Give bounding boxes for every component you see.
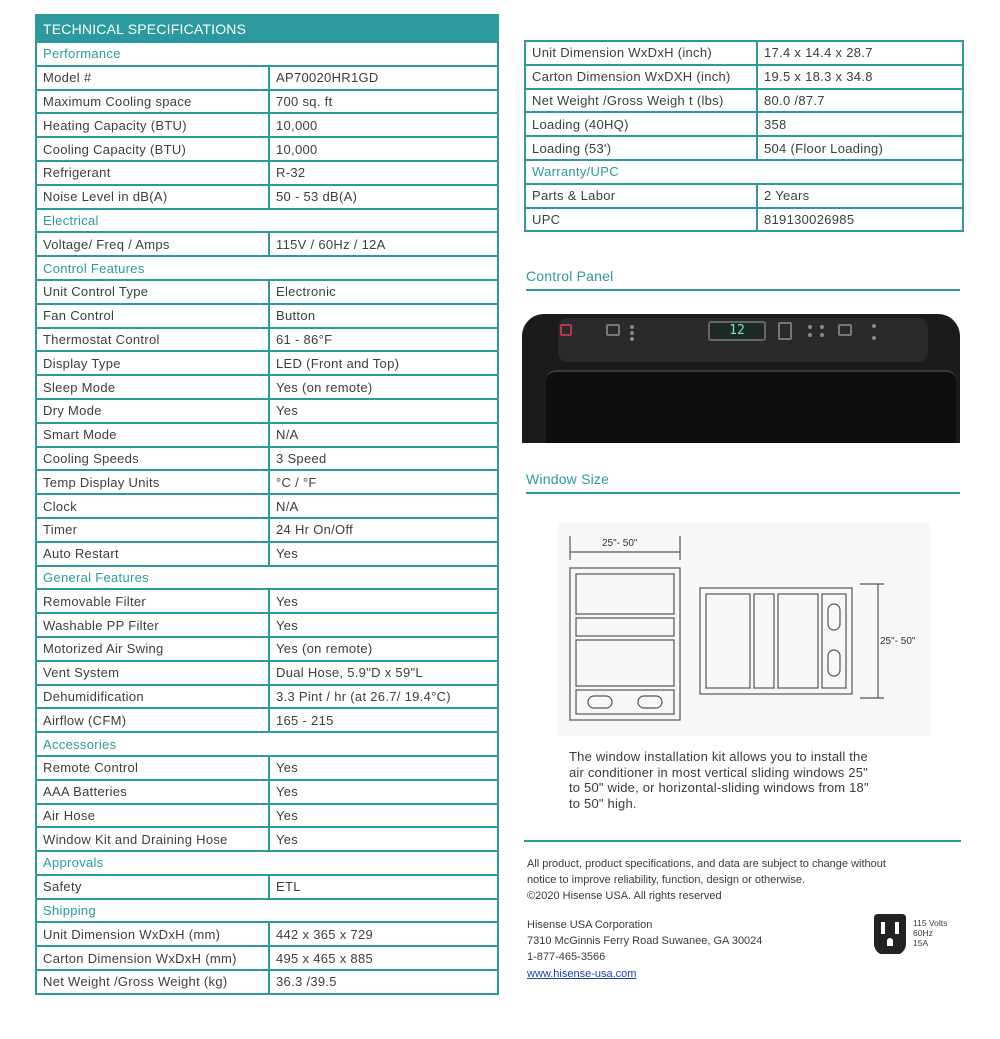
table-row <box>36 375 498 399</box>
window-kit-description <box>569 749 914 811</box>
section-header: Accessories <box>36 732 498 756</box>
spec-value: Yes <box>269 542 498 566</box>
spec-label: Unit Control Type <box>36 280 269 304</box>
table-row <box>36 804 498 828</box>
window-pane <box>706 594 750 688</box>
section-header: Warranty/UPC <box>525 160 963 184</box>
table-row <box>36 185 498 209</box>
company-address: 7310 McGinnis Ferry Road Suwanee, GA 30024 <box>527 935 763 947</box>
spec-label: Refrigerant <box>36 161 269 185</box>
spec-value: Button <box>269 304 498 328</box>
spec-label: Washable PP Filter <box>36 613 269 637</box>
spec-value: Yes (on remote) <box>269 637 498 661</box>
window-diagram-illustration <box>558 522 930 736</box>
control-panel-heading: Control Panel <box>526 268 960 291</box>
spec-label: Airflow (CFM) <box>36 708 269 732</box>
plug-frequency: 60Hz <box>913 928 933 938</box>
description-line: The window installation kit allows you to install the <box>569 749 868 764</box>
table-row <box>36 351 498 375</box>
table-row <box>525 208 963 232</box>
section-header-row <box>36 851 498 875</box>
table-row <box>36 470 498 494</box>
section-header-row <box>36 566 498 590</box>
table-row <box>36 589 498 613</box>
section-header-row <box>36 42 498 66</box>
horizontal-window-frame <box>700 588 852 694</box>
width-range-label: 25"- 50" <box>602 538 638 549</box>
spec-label: Unit Dimension WxDxH (mm) <box>36 922 269 946</box>
disclaimer-line: notice to improve reliability, function, design or otherwise. <box>527 874 805 886</box>
spec-value: Yes <box>269 804 498 828</box>
table-row <box>36 399 498 423</box>
spec-label: Loading (40HQ) <box>525 112 757 136</box>
spec-label: Net Weight /Gross Weight (kg) <box>36 970 269 994</box>
unit-front-panel <box>546 370 956 443</box>
section-header-row <box>525 160 963 184</box>
disclaimer-line: All product, product specifications, and data are subject to change without <box>527 858 886 870</box>
spec-value: 504 (Floor Loading) <box>757 136 963 160</box>
window-sash <box>576 618 674 636</box>
spec-label: Loading (53') <box>525 136 757 160</box>
company-contact <box>527 917 762 982</box>
spec-label: Temp Display Units <box>36 470 269 494</box>
indicator-light-icon <box>630 325 634 329</box>
spec-value: Yes <box>269 780 498 804</box>
table-row <box>525 184 963 208</box>
table-row <box>36 494 498 518</box>
spec-value: °C / °F <box>269 470 498 494</box>
description-line: air conditioner in most vertical sliding windows 25" <box>569 764 868 780</box>
spec-label: Removable Filter <box>36 589 269 613</box>
section-header: Shipping <box>36 899 498 923</box>
table-row <box>36 946 498 970</box>
spec-value: 19.5 x 18.3 x 34.8 <box>757 65 963 89</box>
spec-label: Window Kit and Draining Hose <box>36 827 269 851</box>
spec-label: Thermostat Control <box>36 328 269 352</box>
spec-value: R-32 <box>269 161 498 185</box>
table-row <box>36 447 498 471</box>
indicator-light-icon <box>630 337 634 341</box>
window-pane <box>576 640 674 686</box>
table-row <box>36 137 498 161</box>
table-row <box>36 542 498 566</box>
table-row <box>36 780 498 804</box>
table-row <box>525 65 963 89</box>
spec-label: Display Type <box>36 351 269 375</box>
spec-label: AAA Batteries <box>36 780 269 804</box>
section-header: General Features <box>36 566 498 590</box>
spec-value: 50 - 53 dB(A) <box>269 185 498 209</box>
window-size-diagram <box>558 522 930 736</box>
vent-opening-icon <box>638 696 662 708</box>
section-header-row <box>36 899 498 923</box>
spec-value: Yes <box>269 756 498 780</box>
spec-value: Yes <box>269 589 498 613</box>
indicator-light-icon <box>808 333 812 337</box>
table-row <box>525 136 963 160</box>
spec-value: 442 x 365 x 729 <box>269 922 498 946</box>
table-row <box>36 161 498 185</box>
spec-value: N/A <box>269 423 498 447</box>
window-sash <box>754 594 774 688</box>
spec-value: 10,000 <box>269 137 498 161</box>
spec-value: Electronic <box>269 280 498 304</box>
section-header: Approvals <box>36 851 498 875</box>
spec-value: ETL <box>269 875 498 899</box>
indicator-light-icon <box>820 333 824 337</box>
spec-label: Sleep Mode <box>36 375 269 399</box>
spec-value: 700 sq. ft <box>269 90 498 114</box>
indicator-light-icon <box>872 336 876 340</box>
window-size-heading: Window Size <box>526 471 960 494</box>
spec-label: Remote Control <box>36 756 269 780</box>
window-kit-panel <box>822 594 846 688</box>
table-row <box>36 90 498 114</box>
spec-label: Cooling Capacity (BTU) <box>36 137 269 161</box>
table-row <box>36 661 498 685</box>
table-row <box>36 685 498 709</box>
spec-value: LED (Front and Top) <box>269 351 498 375</box>
table-row <box>36 756 498 780</box>
table-title-row <box>36 15 498 42</box>
spec-label: Safety <box>36 875 269 899</box>
spec-label: Parts & Labor <box>525 184 757 208</box>
description-line: to 50" high. <box>569 795 637 811</box>
spec-value: 3 Speed <box>269 447 498 471</box>
section-header: Control Features <box>36 256 498 280</box>
vent-opening-icon <box>828 650 840 676</box>
spec-label: Carton Dimension WxDXH (inch) <box>525 65 757 89</box>
table-row <box>36 875 498 899</box>
footer-divider <box>524 840 961 842</box>
spec-value: Yes <box>269 613 498 637</box>
table-row <box>36 232 498 256</box>
spec-value: 10,000 <box>269 113 498 137</box>
mode-button-icon <box>606 324 620 336</box>
table-row <box>36 423 498 447</box>
table-row <box>36 637 498 661</box>
spec-value: 17.4 x 14.4 x 28.7 <box>757 41 963 65</box>
power-button-icon <box>560 324 572 336</box>
table-row <box>36 328 498 352</box>
indicator-light-icon <box>630 331 634 335</box>
table-row <box>36 304 498 328</box>
section-header-row <box>36 256 498 280</box>
section-header-row <box>36 209 498 233</box>
spec-value: 495 x 465 x 885 <box>269 946 498 970</box>
spec-label: Noise Level in dB(A) <box>36 185 269 209</box>
plug-amperage: 15A <box>913 938 929 948</box>
spec-label: Auto Restart <box>36 542 269 566</box>
table-title: TECHNICAL SPECIFICATIONS <box>36 15 498 42</box>
vertical-window-frame <box>570 568 680 720</box>
spec-label: Model # <box>36 66 269 90</box>
spec-value: Yes <box>269 399 498 423</box>
spec-label: Cooling Speeds <box>36 447 269 471</box>
spec-label: Air Hose <box>36 804 269 828</box>
spec-value: Yes (on remote) <box>269 375 498 399</box>
spec-value: 24 Hr On/Off <box>269 518 498 542</box>
spec-label: Motorized Air Swing <box>36 637 269 661</box>
spec-label: Unit Dimension WxDxH (inch) <box>525 41 757 65</box>
spec-label: Smart Mode <box>36 423 269 447</box>
spec-label: Voltage/ Freq / Amps <box>36 232 269 256</box>
spec-label: Dry Mode <box>36 399 269 423</box>
control-panel-photo <box>522 314 960 443</box>
spec-value: 115V / 60Hz / 12A <box>269 232 498 256</box>
spec-value: 2 Years <box>757 184 963 208</box>
spec-label: Maximum Cooling space <box>36 90 269 114</box>
table-row <box>36 518 498 542</box>
technical-specifications-table <box>35 14 499 995</box>
table-row <box>36 280 498 304</box>
table-row <box>36 66 498 90</box>
spec-label: Timer <box>36 518 269 542</box>
section-header: Performance <box>36 42 498 66</box>
spec-label: UPC <box>525 208 757 232</box>
outlet-plug-icon <box>872 912 908 956</box>
spec-value: 80.0 /87.7 <box>757 89 963 113</box>
shipping-warranty-table <box>524 40 964 232</box>
window-pane <box>778 594 818 688</box>
indicator-light-icon <box>808 325 812 329</box>
spec-label: Clock <box>36 494 269 518</box>
spec-value: 36.3 /39.5 <box>269 970 498 994</box>
section-header-row <box>36 732 498 756</box>
table-row <box>36 708 498 732</box>
copyright-line: ©2020 Hisense USA. All rights reserved <box>527 890 722 902</box>
description-line: to 50" wide, or horizontal-sliding windows from 18" <box>569 780 869 795</box>
spec-value: 165 - 215 <box>269 708 498 732</box>
spec-value: Dual Hose, 5.9"D x 59"L <box>269 661 498 685</box>
spec-label: Heating Capacity (BTU) <box>36 113 269 137</box>
website-link[interactable]: www.hisense-usa.com <box>527 968 637 980</box>
company-name: Hisense USA Corporation <box>527 919 653 931</box>
plug-voltage: 115 Volts <box>913 918 948 928</box>
temperature-display: 12 <box>708 321 766 341</box>
section-header: Electrical <box>36 209 498 233</box>
vent-opening-icon <box>828 604 840 630</box>
height-range-label: 25"- 50" <box>880 636 916 647</box>
spec-label: Carton Dimension WxDxH (mm) <box>36 946 269 970</box>
table-row <box>525 41 963 65</box>
spec-label: Net Weight /Gross Weigh t (lbs) <box>525 89 757 113</box>
spec-value: AP70020HR1GD <box>269 66 498 90</box>
disclaimer <box>527 856 967 904</box>
vent-opening-icon <box>588 696 612 708</box>
table-row <box>36 970 498 994</box>
table-row <box>36 613 498 637</box>
spec-value: N/A <box>269 494 498 518</box>
spec-label: Vent System <box>36 661 269 685</box>
table-row <box>36 113 498 137</box>
spec-label: Fan Control <box>36 304 269 328</box>
indicator-light-icon <box>820 325 824 329</box>
spec-value: Yes <box>269 827 498 851</box>
table-row <box>525 89 963 113</box>
window-kit-panel <box>576 690 674 714</box>
table-row <box>36 827 498 851</box>
company-phone: 1-877-465-3566 <box>527 951 606 963</box>
table-row <box>36 922 498 946</box>
spec-value: 358 <box>757 112 963 136</box>
temp-adjust-button-icon <box>778 322 792 340</box>
spec-value: 819130026985 <box>757 208 963 232</box>
plug-specs <box>913 918 947 948</box>
spec-value: 3.3 Pint / hr (at 26.7/ 19.4°C) <box>269 685 498 709</box>
indicator-light-icon <box>872 324 876 328</box>
spec-label: Dehumidification <box>36 685 269 709</box>
window-pane <box>576 574 674 614</box>
spec-value: 61 - 86°F <box>269 328 498 352</box>
fan-button-icon <box>838 324 852 336</box>
table-row <box>525 112 963 136</box>
